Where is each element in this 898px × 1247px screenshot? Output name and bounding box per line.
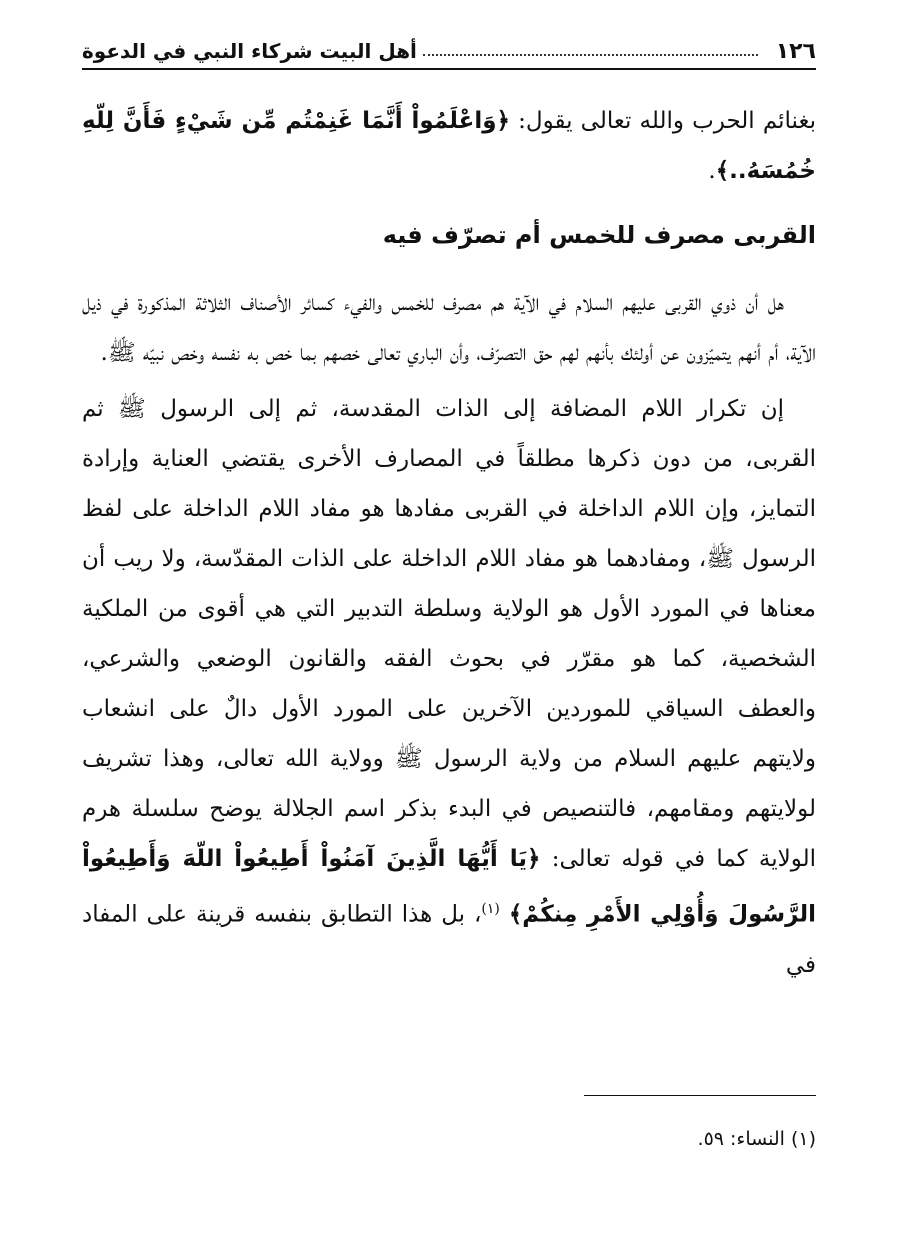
section-heading: القربى مصرف للخمس أم تصرّف فيه (382, 221, 816, 249)
page-number: ١٢٦ (775, 38, 816, 64)
header-dotted-leader (423, 54, 758, 56)
paragraph-3-text: إن تكرار اللام المضافة إلى الذات المقدسة، ثم إلى الرسول ﷺ ثم القربى، من دون ذكرها مطلقاً في المصارف الأخرى يقتضي العناية وإرادة التمايز، وإن اللام الداخلة في القربى مفادها هو مفاد اللام الداخلة على لفظ الرسول ﷺ، ومفادهما هو مفاد اللام الداخلة على الذات المقدّسة، ولا ريب أن معناها في المورد الأول هو الولاية وسلطة التدبير التي هي أقوى من الملكية الشخصية، كما هو مقرّر في بحوث الفقه والقانون الوضعي والشرعي، والعطف السياقي للموردين الآخرين على المورد الأول دالٌ على انشعاب ولايتهم عليهم السلام من ولاية الرسول ﷺ وولاية الله تعالى، وهذا تشريف لولايتهم ومقامهم، فالتنصيص في البدء بذكر اسم الجلالة يوضح سلسلة هرم الولاية كما في قوله تعالى: (82, 396, 816, 872)
paragraph-1-text: بغنائم الحرب والله تعالى يقول: (509, 108, 816, 134)
quran-verse-anfal: ﴿وَاعْلَمُواْ أَنَّمَا غَنِمْتُم مِّن شَيْءٍ فَأَنَّ لِلّهِ خُمُسَهُ..﴾ (82, 108, 816, 184)
paragraph-1-end: . (708, 158, 716, 184)
main-text (82, 96, 816, 990)
running-title: أهل البيت شركاء النبي في الدعوة (82, 39, 417, 63)
paragraph-3-end: ، بل هذا التطابق بنفسه قرينة على المفاد في (82, 901, 816, 978)
quran-verse-nisa: ﴿يَا أَيُّهَا الَّذِينَ آمَنُواْ أَطِيعُواْ اللّهَ وَأَطِيعُواْ الرَّسُولَ وَأُوْلِي الأَمْرِ مِنكُمْ﴾ (82, 846, 816, 928)
footnote-divider (584, 1095, 816, 1096)
footnote-1: (١) النساء: ٥٩. (697, 1128, 816, 1150)
running-header (82, 34, 816, 70)
paragraph-3 (82, 384, 816, 990)
footnote-ref: (١) (481, 901, 500, 917)
paragraph-2: هل أن ذوي القربى عليهم السلام في الآية هم مصرف للخمس والفيء كسائر الأصناف الثلاثة المذكورة في ذيل الآية، أم أنهم يتميّزون عن أولئك بأنهم لهم حق التصرّف، وأن الباري تعالى خصهم بما خص به نفسه وخص نبيّه ﷺ. (82, 290, 816, 366)
paragraph-1 (82, 96, 816, 196)
